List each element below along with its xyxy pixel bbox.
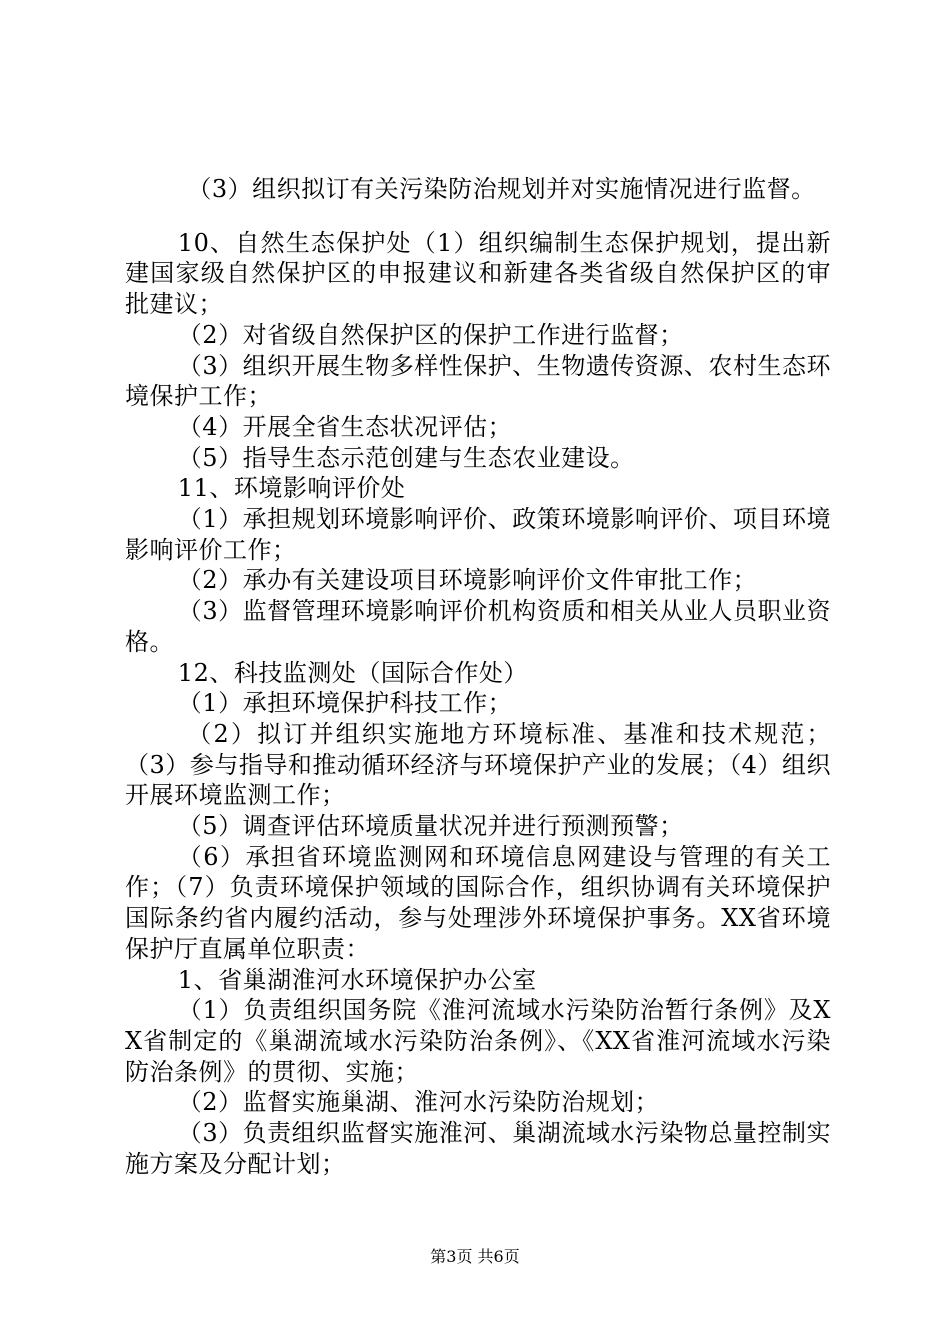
paragraph: 1、省巢湖淮河水环境保护办公室: [177, 965, 537, 994]
paragraph: （3）监督管理环境影响评价机构资质和相关从业人员职业资格。: [125, 597, 831, 656]
paragraph: （5）调查评估环境质量状况并进行预测预警；: [177, 812, 684, 841]
paragraph: （2）对省级自然保护区的保护工作进行监督；: [177, 320, 684, 349]
paragraph: （2）拟订并组织实施地方环境标准、基准和技术规范；（3）参与指导和推动循环经济与环境保护产业的发展；（4）组织开展环境监测工作；: [125, 719, 831, 810]
paragraph: 11、环境影响评价处: [177, 474, 406, 503]
paragraph: （2）承办有关建设项目环境影响评价文件审批工作；: [177, 566, 758, 595]
paragraph: （3）负责组织监督实施淮河、巢湖流域水污染物总量控制实施方案及分配计划；: [125, 1119, 831, 1178]
paragraph: （1）承担环境保护科技工作；: [177, 689, 513, 718]
paragraph: （6）承担省环境监测网和环境信息网建设与管理的有关工作；（7）负责环境保护领域的国际合作，组织协调有关环境保护国际条约省内履约活动，参与处理涉外环境保护事务。XX省环境保护厅直属单位职责：: [125, 842, 831, 963]
paragraph: （1）负责组织国务院《淮河流域水污染防治暂行条例》及XX省制定的《巢湖流域水污染防治条例》、《XX省淮河流域水污染防治条例》的贯彻、实施；: [125, 996, 831, 1086]
paragraph: 10、自然生态保护处（1）组织编制生态保护规划，提出新建国家级自然保护区的申报建议和新建各类省级自然保护区的审批建议；: [125, 228, 831, 319]
paragraph: （3）组织拟订有关污染防治规划并对实施情况进行监督。: [187, 175, 816, 203]
paragraph: （1）承担规划环境影响评价、政策环境影响评价、项目环境影响评价工作；: [125, 505, 831, 564]
paragraph: （5）指导生态示范创建与生态农业建设。: [177, 443, 635, 472]
paragraph: （2）监督实施巢湖、淮河水污染防治规划；: [177, 1088, 660, 1117]
paragraph: （4）开展全省生态状况评估；: [177, 412, 513, 441]
document-body: [125, 174, 831, 1180]
page-number-footer: 第3页 共6页: [430, 1247, 520, 1266]
paragraph: （3）组织开展生物多样性保护、生物遗传资源、农村生态环境保护工作；: [125, 351, 831, 411]
paragraph-gap: [125, 205, 831, 228]
paragraph: 12、科技监测处（国际合作处）: [177, 658, 528, 687]
